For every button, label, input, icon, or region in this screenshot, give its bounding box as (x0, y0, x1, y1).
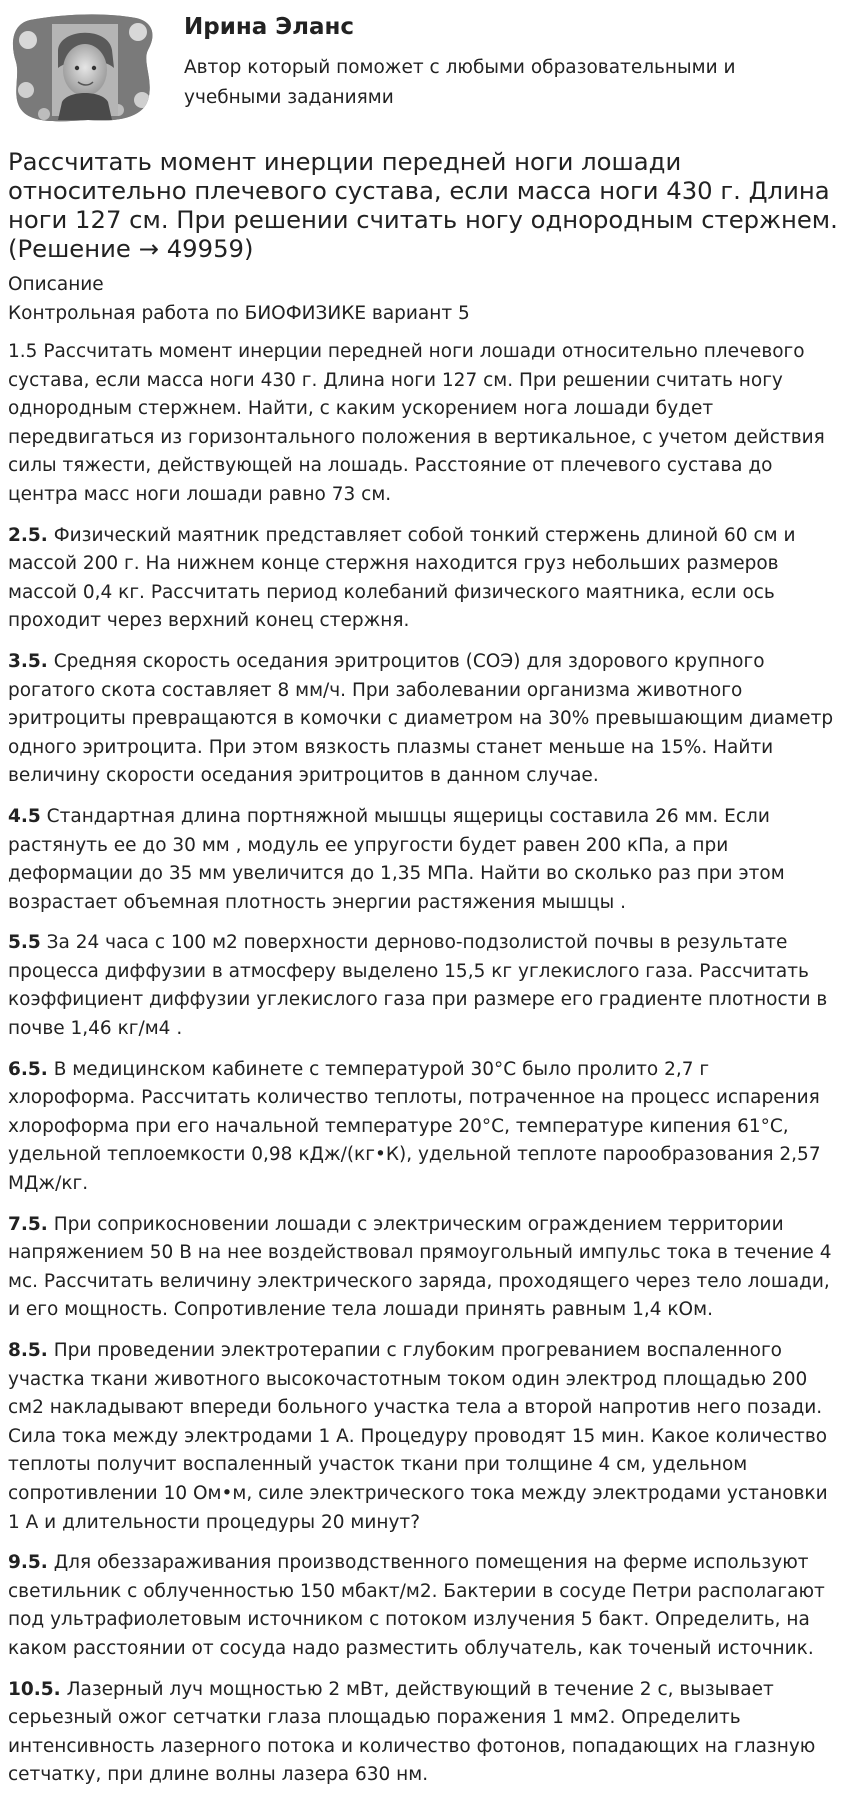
problem-item (8, 1676, 842, 1790)
problem-number: 6.5. (8, 1058, 48, 1080)
problem-number: 2.5. (8, 524, 48, 546)
page-title: Рассчитать момент инерции передней ноги лошади относительно плечевого сустава, если масса ноги 430 г. Длина ноги 127 см. При решении считать ногу однородным стержнем. (Решение → 49959) (8, 147, 838, 263)
problem-text: Средняя скорость оседания эритроцитов (СОЭ) для здорового крупного рогатого скота составляет 8 мм/ч. При заболевании организма животного эритроциты превращаются в комочки с диаметром на 30% превышающим диаметр одного эритроцита. При этом вязкость плазмы станет меньше на 15%. Найти величину скорости оседания эритроцитов в данном случае. (8, 650, 834, 787)
problem-text: Рассчитать момент инерции передней ноги лошади относительно плечевого сустава, если масса ноги 430 г. Длина ноги 127 см. При решении считать ногу однородным стержнем. Найти, с каким ускорением нога лошади будет передвигаться из горизонтального положения в вертикальное, с учетом действия силы тяжести, действующей на лошадь. Расстояние от плечевого сустава до центра масс ноги лошади равно 73 см. (8, 341, 825, 505)
subtitle: Контрольная работа по БИОФИЗИКЕ вариант 5 (8, 303, 470, 324)
problem-list (8, 338, 842, 1802)
author-block (8, 8, 838, 126)
problem-text: При проведении электротерапии с глубоким прогреванием воспаленного участка ткани животного высокочастотным током один электрод площадью 200 см2 накладывают впереди больного участка тела а второй напротив него позади. Сила тока между электродами 1 А. Процедуру проводят 15 мин. Какое количество теплоты получит воспаленный участок ткани при толщине 4 см, удельном сопротивлении 10 Ом•м, силе электрического тока между электродами установки 1 А и длительности процедуры 20 минут? (8, 1340, 828, 1533)
problem-number: 7.5. (8, 1213, 48, 1235)
problem-item (8, 522, 842, 636)
problem-text: Стандартная длина портняжной мышцы ящерицы составила 26 мм. Если растянуть ее до 30 мм , модуль ее упругости будет равен 200 кПа, а при деформации до 35 мм увеличится до 1,35 МПа. Найти во сколько раз при этом возрастает объемная плотность энергии растяжения мышцы . (8, 805, 785, 913)
author-name[interactable]: Ирина Эланс (184, 14, 355, 40)
problem-number: 1.5 (8, 341, 38, 362)
problem-number: 4.5 (8, 805, 41, 827)
problem-text: Для обеззараживания производственного помещения на ферме используют светильник с облученностью 150 мбакт/м2. Бактерии в сосуде Петри располагают под ультрафиолетовым источником с потоком излучения 5 бакт. Определить, на каком расстоянии от сосуда надо разместить облучатель, как точеный источник. (8, 1552, 825, 1659)
problem-item (8, 1549, 842, 1663)
problem-number: 10.5. (8, 1678, 61, 1700)
problem-item (8, 1056, 842, 1199)
problem-number: 3.5. (8, 650, 48, 672)
problem-item (8, 648, 842, 791)
problem-item (8, 929, 842, 1043)
author-avatar[interactable] (8, 10, 158, 126)
problem-number: 5.5 (8, 932, 41, 954)
description-label: Описание (8, 274, 104, 295)
problem-number: 9.5. (8, 1552, 48, 1574)
problem-item (8, 1211, 842, 1325)
problem-item (8, 1337, 842, 1537)
problem-number: 8.5. (8, 1340, 48, 1361)
problem-text: При соприкосновении лошади с электрическим ограждением территории напряжением 50 В на нее воздействовал прямоугольный импульс тока в течение 4 мс. Рассчитать величину электрического заряда, проходящего через тело лошади, и его мощность. Сопротивление тела лошади принять равным 1,4 кОм. (8, 1213, 832, 1321)
problem-item (8, 803, 842, 917)
problem-text: За 24 часа с 100 м2 поверхности дерново-подзолистой почвы в результате процесса диффузии в атмосферу выделено 15,5 кг углекислого газа. Рассчитать коэффициент диффузии углекислого газа при размере его градиенте плотности в почве 1,46 кг/м4 . (8, 932, 828, 1040)
problem-text: В медицинском кабинете с температурой 30°С было пролито 2,7 г хлороформа. Рассчитать количество теплоты, потраченное на процесс испарения хлороформа при его начальной температуре 20°С, температуре кипения 61°С, удельной теплоемкости 0,98 кДж/(кг•К), удельной теплоте парообразования 2,57 МДж/кг. (8, 1058, 821, 1195)
author-description: Автор который поможет с любыми образовательными и учебными заданиями (184, 57, 736, 108)
problem-text: Лазерный луч мощностью 2 мВт, действующий в течение 2 с, вызывает серьезный ожог сетчатки глаза площадью поражения 1 мм2. Определить интенсивность лазерного потока и количество фотонов, попадающих на глазную сетчатку, при длине волны лазера 630 нм. (8, 1678, 816, 1786)
problem-item (8, 338, 842, 510)
problem-text: Физический маятник представляет собой тонкий стержень длиной 60 см и массой 200 г. На нижнем конце стержня находится груз небольших размеров массой 0,4 кг. Рассчитать период колебаний физического маятника, если ось проходит через верхний конец стержня. (8, 524, 796, 632)
meta-block (8, 270, 840, 328)
